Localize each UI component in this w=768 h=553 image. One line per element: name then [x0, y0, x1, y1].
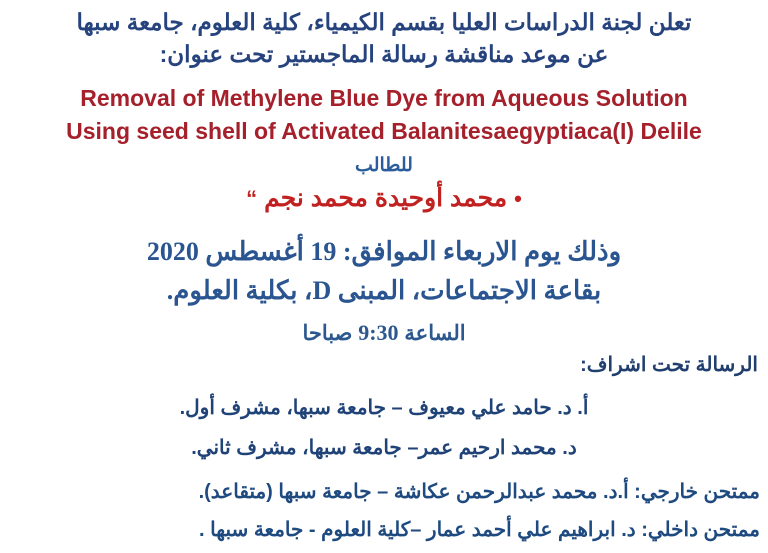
name-open-mark: • — [514, 186, 522, 211]
supervisor-line-2: د. محمد ارحيم عمر– جامعة سبها، مشرف ثاني. — [191, 437, 577, 459]
examiners-list — [0, 473, 768, 549]
time-word-hour: الساعة — [404, 322, 466, 345]
student-label: للطالب — [355, 155, 413, 176]
time-value: 9:30 — [358, 320, 399, 345]
supervisors-list — [0, 388, 768, 468]
schedule-block — [0, 232, 768, 310]
event-date-line: وذلك يوم الاربعاء الموافق: 19 أغسطس 2020 — [146, 237, 622, 266]
event-location-line: بقاعة الاجتماعات، المبنى D، بكلية العلوم. — [166, 276, 602, 305]
supervision-heading: الرسالة تحت اشراف: — [580, 354, 758, 376]
student-name-text: محمد أوحيدة محمد نجم — [264, 184, 508, 212]
header-line1: تعلن لجنة الدراسات العليا بقسم الكيمياء، كلية العلوم، جامعة سبها — [76, 9, 692, 35]
external-examiner-line: ممتحن خارجي: أ.د. محمد عبدالرحمن عكاشة – جامعة سبها (متقاعد). — [198, 481, 760, 503]
header-line2: عن موعد مناقشة رسالة الماجستير تحت عنوان: — [159, 41, 609, 67]
announcement-header — [0, 0, 768, 70]
time-word-morning: صباحا — [302, 322, 353, 345]
student-name — [0, 182, 768, 215]
thesis-title — [0, 82, 768, 148]
thesis-title-line1: Removal of Methylene Blue Dye from Aqueous Solution — [80, 85, 688, 111]
name-close-mark: “ — [246, 186, 258, 211]
event-time-line — [0, 319, 768, 348]
supervisor-line-1: أ. د. حامد علي معيوف – جامعة سبها، مشرف أول. — [179, 397, 589, 419]
thesis-title-line2: Using seed shell of Activated Balanitesaegyptiaca(I) Delile — [66, 118, 702, 144]
internal-examiner-line: ممتحن داخلي: د. ابراهيم علي أحمد عمار –كلية العلوم - جامعة سبها . — [199, 519, 760, 541]
